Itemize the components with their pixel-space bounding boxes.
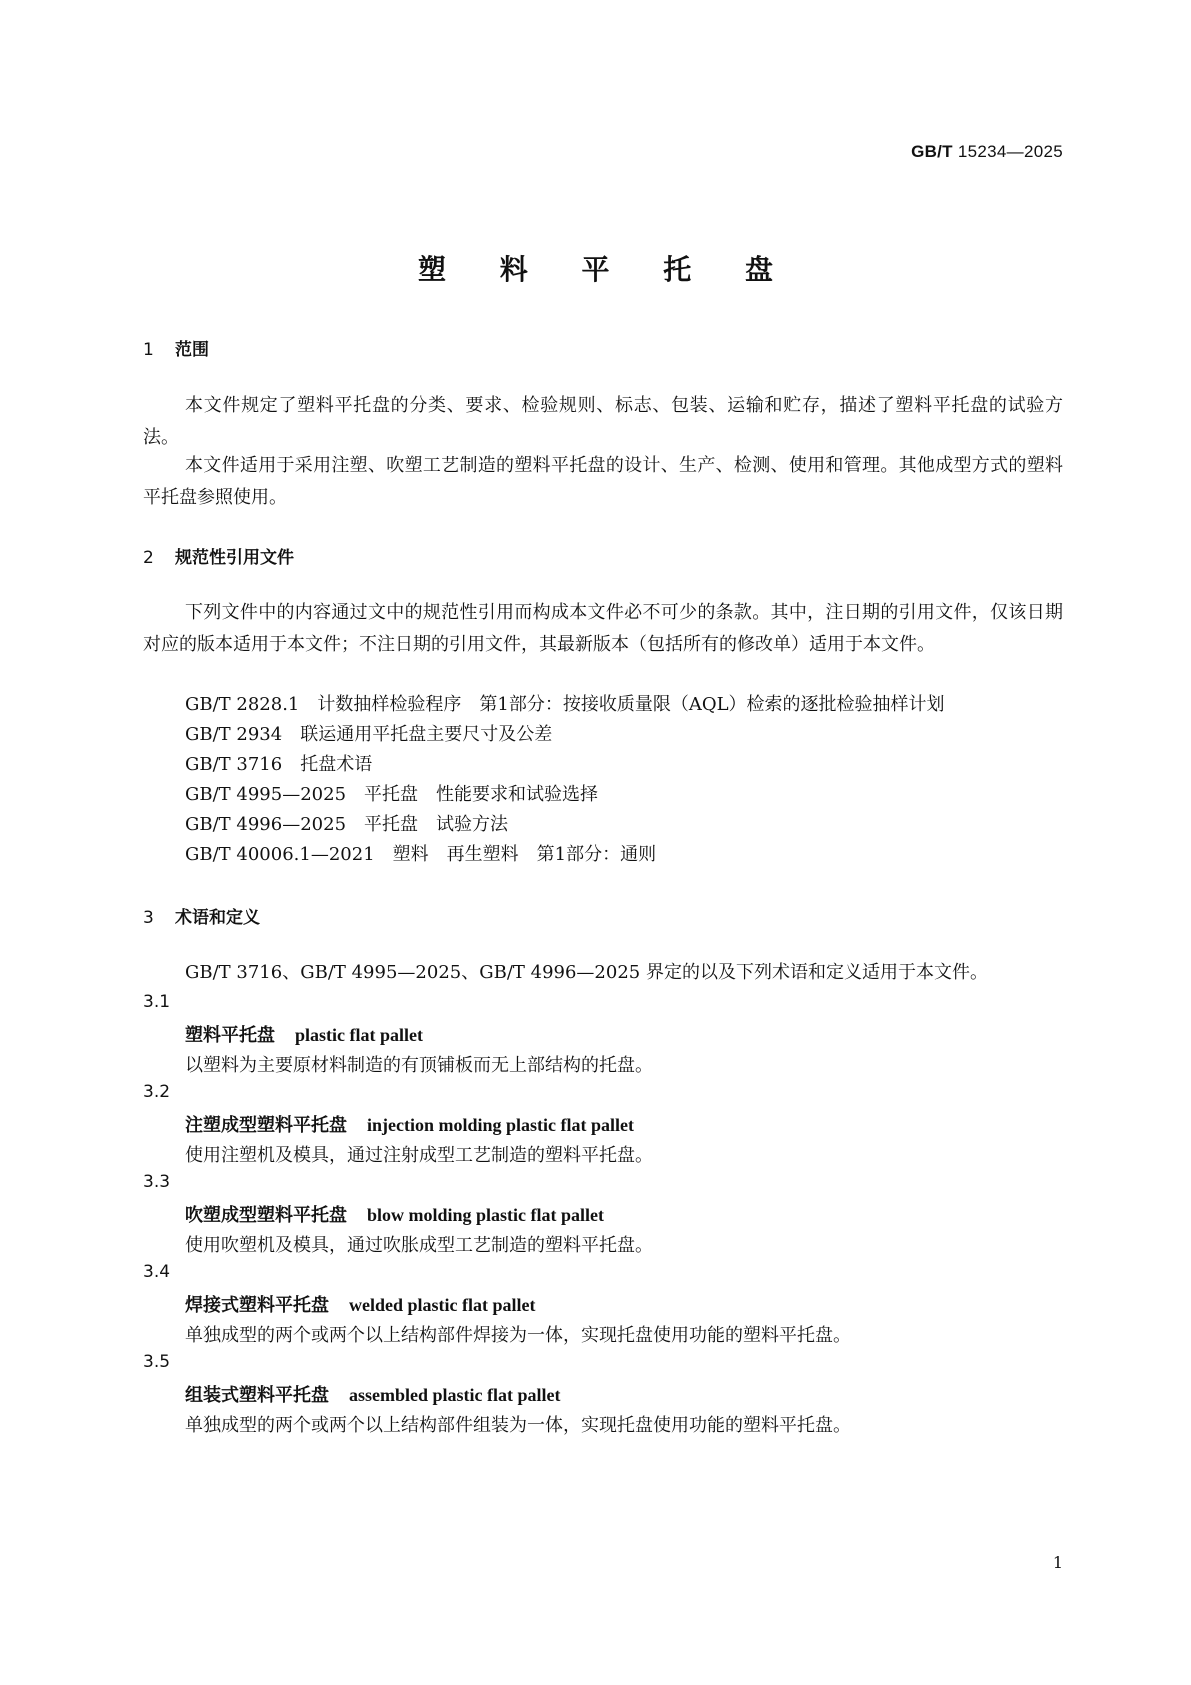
term-name-zh: 焊接式塑料平托盘	[185, 1295, 329, 1316]
scope-paragraph-2: 本文件适用于采用注塑、吹塑工艺制造的塑料平托盘的设计、生产、检测、使用和管理。其他成型方式的塑料平托盘参照使用。	[143, 455, 1063, 508]
section-heading-refs	[143, 543, 294, 568]
section-heading-terms	[143, 903, 260, 928]
term-definition: 单独成型的两个或两个以上结构部件焊接为一体，实现托盘使用功能的塑料平托盘。	[185, 1325, 851, 1346]
term-name	[185, 1291, 536, 1317]
section-number: 2	[143, 548, 154, 568]
page-number: 1	[1052, 1553, 1063, 1572]
section-title: 术语和定义	[175, 908, 260, 928]
section-number: 3	[143, 908, 154, 928]
standard-number: 15234—2025	[957, 142, 1063, 161]
term-name-zh: 组装式塑料平托盘	[185, 1385, 329, 1406]
term-name-en: blow molding plastic flat pallet	[367, 1205, 605, 1225]
term-definition: 使用注塑机及模具，通过注射成型工艺制造的塑料平托盘。	[185, 1145, 653, 1166]
term-number: 3.4	[143, 1262, 171, 1282]
term-number: 3.3	[143, 1172, 171, 1192]
term-name-en: assembled plastic flat pallet	[349, 1385, 561, 1405]
term-name	[185, 1021, 423, 1047]
reference-item: GB/T 2828.1 计数抽样检验程序 第1部分：按接收质量限（AQL）检索的逐批检验抽样计划	[185, 694, 945, 715]
term-number: 3.2	[143, 1082, 171, 1102]
term-name	[185, 1201, 604, 1227]
reference-item: GB/T 3716 托盘术语	[185, 754, 373, 775]
reference-item: GB/T 4996—2025 平托盘 试验方法	[185, 814, 509, 835]
term-name	[185, 1111, 634, 1137]
term-definition: 使用吹塑机及模具，通过吹胀成型工艺制造的塑料平托盘。	[185, 1235, 653, 1256]
standard-code	[911, 142, 1063, 162]
refs-intro-paragraph: 下列文件中的内容通过文中的规范性引用而构成本文件必不可少的条款。其中，注日期的引用文件，仅该日期对应的版本适用于本文件；不注日期的引用文件，其最新版本（包括所有的修改单）适用于本文件。	[143, 602, 1063, 655]
term-name-zh: 吹塑成型塑料平托盘	[185, 1205, 347, 1226]
term-definition: 以塑料为主要原材料制造的有顶铺板而无上部结构的托盘。	[185, 1055, 653, 1076]
section-title: 范围	[175, 340, 209, 360]
scope-paragraph-1: 本文件规定了塑料平托盘的分类、要求、检验规则、标志、包装、运输和贮存，描述了塑料平托盘的试验方法。	[143, 395, 1063, 448]
section-title: 规范性引用文件	[175, 548, 294, 568]
term-number: 3.1	[143, 992, 171, 1012]
term-name-zh: 注塑成型塑料平托盘	[185, 1115, 347, 1136]
term-number: 3.5	[143, 1352, 171, 1372]
term-name-en: welded plastic flat pallet	[349, 1295, 536, 1315]
term-name-en: injection molding plastic flat pallet	[367, 1115, 634, 1135]
reference-item: GB/T 2934 联运通用平托盘主要尺寸及公差	[185, 724, 553, 745]
term-name-zh: 塑料平托盘	[185, 1025, 275, 1046]
reference-item: GB/T 40006.1—2021 塑料 再生塑料 第1部分：通则	[185, 844, 657, 865]
document-title: 塑 料 平 托 盘	[418, 253, 795, 286]
section-number: 1	[143, 340, 154, 360]
term-name-en: plastic flat pallet	[295, 1025, 423, 1045]
standard-prefix: GB/T	[911, 142, 953, 161]
term-name	[185, 1381, 561, 1407]
term-definition: 单独成型的两个或两个以上结构部件组装为一体，实现托盘使用功能的塑料平托盘。	[185, 1415, 851, 1436]
terms-intro-paragraph: GB/T 3716、GB/T 4995—2025、GB/T 4996—2025 界定的以及下列术语和定义适用于本文件。	[185, 962, 988, 983]
reference-item: GB/T 4995—2025 平托盘 性能要求和试验选择	[185, 784, 599, 805]
section-heading-scope	[143, 335, 209, 360]
